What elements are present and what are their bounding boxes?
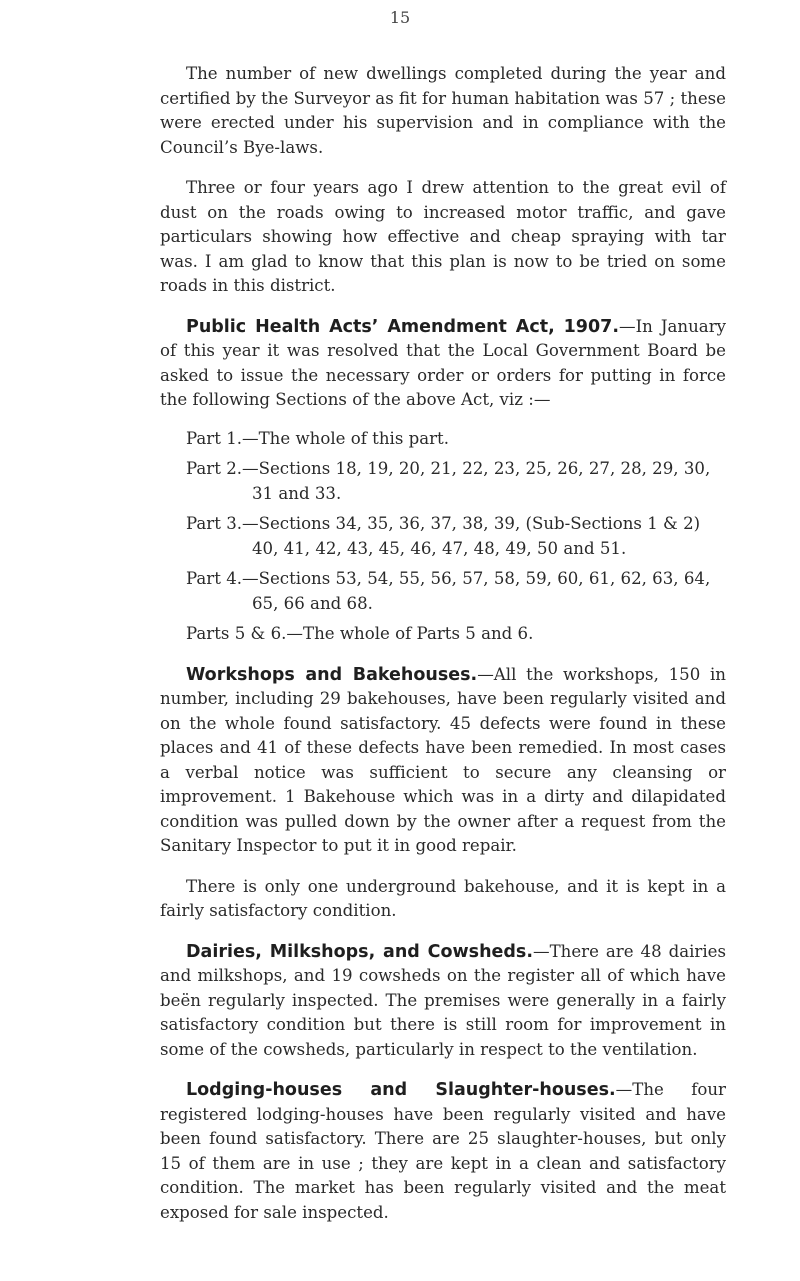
paragraph-public-health bbox=[160, 315, 726, 413]
parts-list bbox=[160, 427, 726, 647]
section-heading-workshops: Workshops and Bakehouses. bbox=[186, 664, 478, 685]
workshops-text: —All the workshops, 150 in number, including 29 bakehouses, have been regularly visited and on the whole found satisfactory. 45 defects were found in these places and 41 of these defects have been remedied. In most cases a verbal notice was sufficient to secure any cleansing or improvement. 1 Bakehouse which was in a dirty and dilapidated condition was pulled down by the owner after a request from the Sanitary Inspector to put it in good repair. bbox=[160, 664, 726, 855]
page-number: 15 bbox=[389, 8, 411, 27]
public-health-text: —In January of this year it was resolved that the Local Government Board be asked to issue the necessary order or orders for putting in force the following Sections of the above Act, viz :— bbox=[160, 316, 726, 409]
part-item-4: Part 4.—Sections 53, 54, 55, 56, 57, 58, 59, 60, 61, 62, 63, 64, 65, 66 and 68. bbox=[186, 569, 711, 613]
part-item-1: Part 1.—The whole of this part. bbox=[186, 428, 449, 448]
dairies-text: —There are 48 dairies and milkshops, and 19 cowsheds on the register all of which have beën regularly inspected. The premises were generally in a fairly satisfactory condition but there is still room for improvement in some of the cowsheds, particularly in respect to the ventilation. bbox=[160, 941, 726, 1059]
section-heading-dairies: Dairies, Milkshops, and Cowsheds. bbox=[186, 941, 533, 962]
part-item-5-6: Parts 5 & 6.—The whole of Parts 5 and 6. bbox=[186, 624, 534, 643]
paragraph-lodging-houses bbox=[160, 1078, 726, 1225]
section-heading-public-health: Public Health Acts’ Amendment Act, 1907. bbox=[186, 316, 619, 337]
section-heading-lodging-houses: Lodging-houses and Slaughter-houses. bbox=[186, 1080, 616, 1100]
paragraph-dust: Three or four years ago I drew attention to the great evil of dust on the roads owing to increased motor traffic, and gave particulars showing how effective and cheap spraying with tar was. I am glad to know that this plan is now to be tried on some roads in this district. bbox=[160, 178, 726, 295]
paragraph-dairies bbox=[160, 940, 726, 1063]
lodging-houses-text: —The four registered lodging-houses have been regularly visited and have been found satisfactory. There are 25 slaughter-houses, but only 15 of them are in use ; they are kept in a clean and satisfactory condition. The market has been regularly visited and the meat exposed for sale inspected. bbox=[160, 1080, 726, 1222]
paragraph-workshops bbox=[160, 663, 726, 859]
part-item-3: Part 3.—Sections 34, 35, 36, 37, 38, 39, (Sub-Sections 1 & 2) 40, 41, 42, 43, 45, 46, 47, 48, 49, 50 and 51. bbox=[186, 514, 701, 558]
part-item-2: Part 2.—Sections 18, 19, 20, 21, 22, 23, 25, 26, 27, 28, 29, 30, 31 and 33. bbox=[186, 459, 711, 503]
paragraph-dwellings: The number of new dwellings completed during the year and certified by the Surveyor as fit for human habitation was 57 ; these were erected under his supervision and in compliance with the Council’s Bye-laws. bbox=[160, 64, 726, 157]
document-body bbox=[160, 62, 726, 1225]
paragraph-underground-bakehouse: There is only one underground bakehouse, and it is kept in a fairly satisfactory condition. bbox=[160, 876, 726, 920]
